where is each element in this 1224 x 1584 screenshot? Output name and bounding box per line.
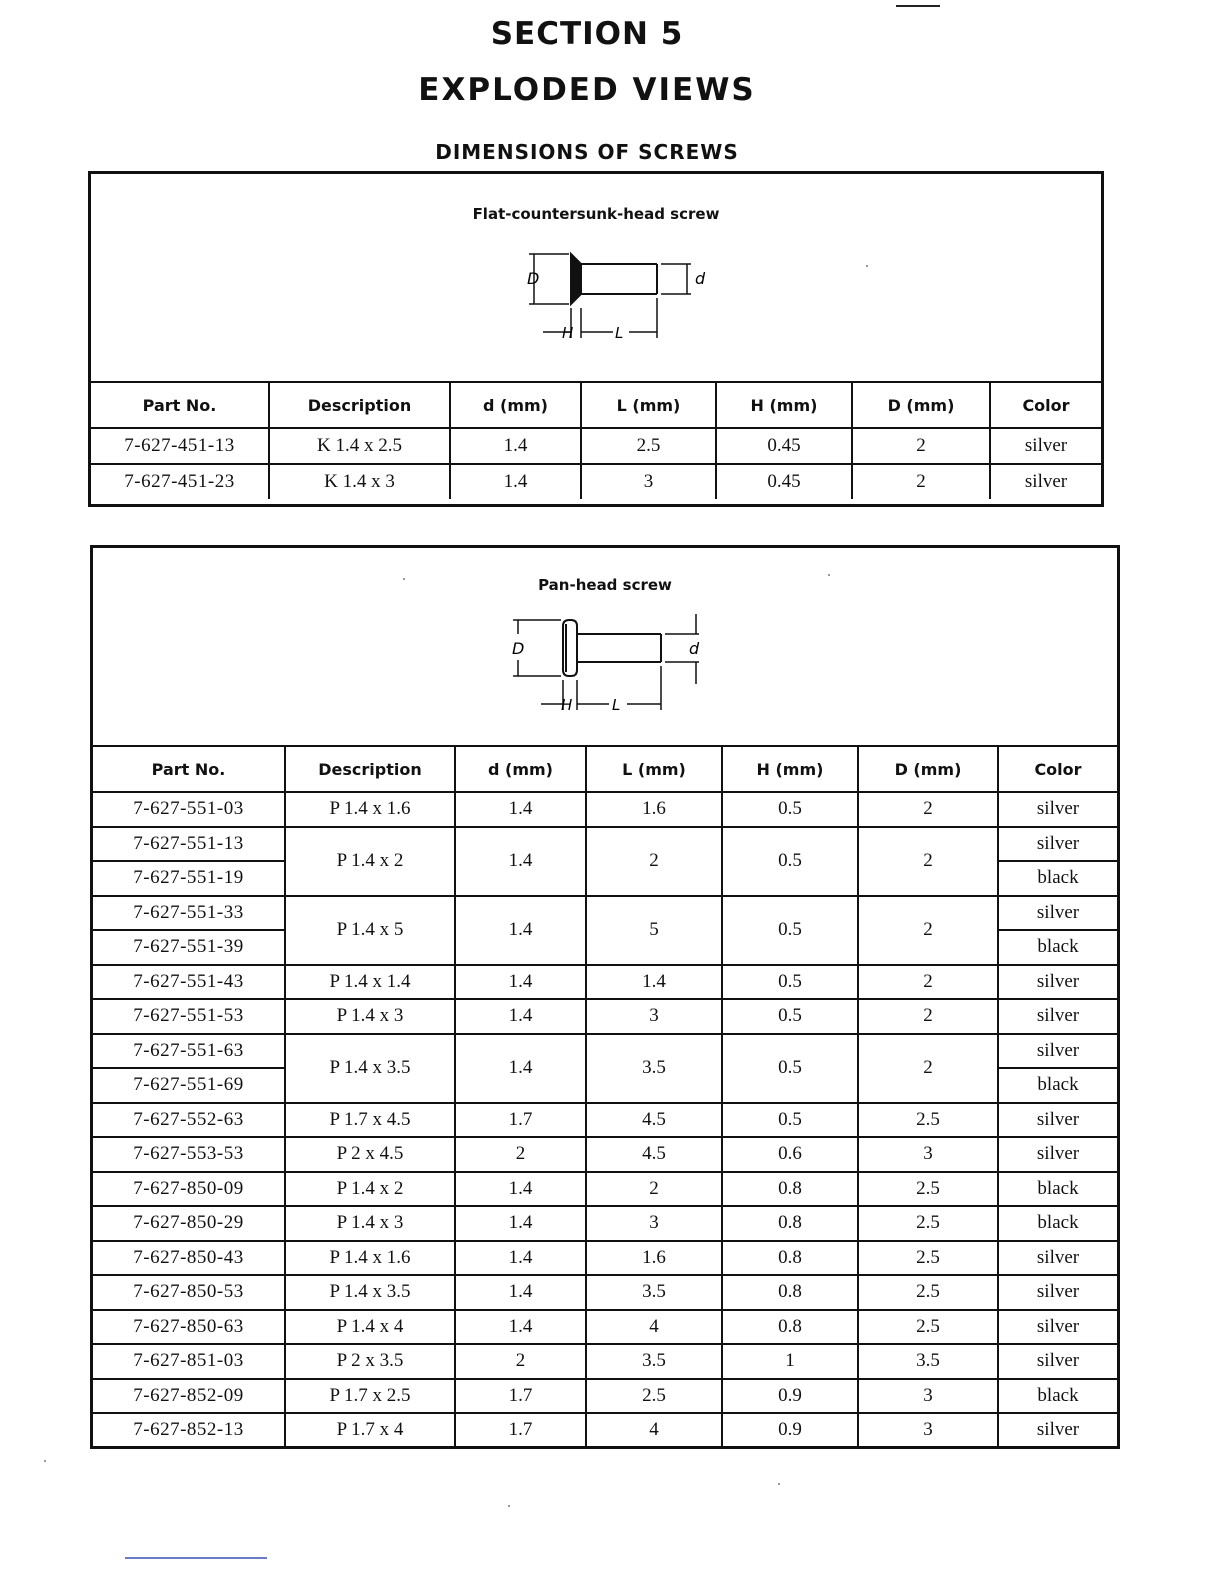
D-value: 3.5 [858,1344,998,1379]
D-value: 2 [858,965,998,1000]
d-value: 1.7 [455,1103,586,1138]
scan-speck [508,1505,510,1507]
col-header-D: D (mm) [852,382,990,428]
table-row [93,1310,1117,1345]
color-value: silver [998,1137,1117,1172]
diagram-label-d: d [695,269,706,288]
L-value: 1.6 [586,792,722,827]
L-value: 3.5 [586,1034,722,1103]
d-value: 1.4 [455,1034,586,1103]
col-header-H: H (mm) [722,746,858,792]
D-value: 2 [858,999,998,1034]
part-number: 7-627-850-29 [93,1206,285,1241]
L-value: 1.4 [586,965,722,1000]
H-value: 0.5 [722,1103,858,1138]
L-value: 2 [586,827,722,896]
D-value: 2.5 [858,1310,998,1345]
D-value: 2.5 [858,1103,998,1138]
col-header-H: H (mm) [716,382,852,428]
scan-speck [778,1483,780,1485]
D-value: 2 [858,792,998,827]
L-value: 2.5 [581,428,716,464]
col-header-L: L (mm) [586,746,722,792]
color-value: silver [998,1241,1117,1276]
H-value: 1 [722,1344,858,1379]
color-value: silver [998,965,1117,1000]
L-value: 4.5 [586,1137,722,1172]
table-row [91,464,1101,499]
H-value: 0.8 [722,1206,858,1241]
description: P 1.4 x 4 [285,1310,455,1345]
pan-head-shape [563,620,661,676]
L-value: 2 [586,1172,722,1207]
H-value: 0.45 [716,464,852,499]
color-value: silver [998,1034,1117,1069]
H-value: 0.5 [722,965,858,1000]
part-number: 7-627-850-63 [93,1310,285,1345]
D-value: 2 [858,827,998,896]
description: P 1.4 x 1.4 [285,965,455,1000]
H-value: 0.6 [722,1137,858,1172]
dimensions-title: DIMENSIONS OF SCREWS [435,140,739,164]
pan-head-table-body [93,792,1117,1447]
part-number: 7-627-551-43 [93,965,285,1000]
color-value: silver [998,896,1117,931]
L-value: 3 [586,999,722,1034]
L-value: 2.5 [586,1379,722,1414]
L-value: 4.5 [586,1103,722,1138]
D-value: 3 [858,1379,998,1414]
col-header-color: Color [990,382,1101,428]
d-value: 2 [455,1137,586,1172]
color-value: black [998,1172,1117,1207]
table-row [93,1275,1117,1310]
part-number: 7-627-552-63 [93,1103,285,1138]
scan-speck [866,265,868,267]
description: P 1.7 x 4.5 [285,1103,455,1138]
D-value: 3 [858,1413,998,1447]
description: P 1.4 x 1.6 [285,792,455,827]
table-row [93,827,1117,862]
table-row [93,1344,1117,1379]
table-row [93,1137,1117,1172]
color-value: silver [990,464,1101,499]
scan-speck [403,578,405,580]
color-value: silver [998,1103,1117,1138]
table-row [93,965,1117,1000]
description: P 1.4 x 1.6 [285,1241,455,1276]
description: P 1.4 x 3.5 [285,1275,455,1310]
description: P 1.4 x 2 [285,827,455,896]
d-value: 1.4 [455,1206,586,1241]
color-value: silver [998,1310,1117,1345]
description: P 1.4 x 5 [285,896,455,965]
color-value: silver [998,1275,1117,1310]
section-title: SECTION 5 [490,16,684,52]
part-number: 7-627-852-13 [93,1413,285,1447]
part-number: 7-627-551-19 [93,861,285,896]
description: K 1.4 x 3 [269,464,450,499]
d-value: 1.4 [455,827,586,896]
part-number: 7-627-551-13 [93,827,285,862]
H-value: 0.5 [722,827,858,896]
diagram-label-D: D [512,639,525,658]
col-header-d: d (mm) [450,382,581,428]
part-number: 7-627-851-03 [93,1344,285,1379]
diagram-label-L: L [612,696,621,714]
table-row [93,1172,1117,1207]
color-value: silver [998,1344,1117,1379]
color-value: silver [998,1413,1117,1447]
diagram-label-d: d [689,639,700,658]
dimension-lines [529,254,691,338]
color-value: silver [998,999,1117,1034]
table-row [93,896,1117,931]
description: P 1.4 x 2 [285,1172,455,1207]
part-number: 7-627-850-43 [93,1241,285,1276]
L-value: 3 [586,1206,722,1241]
diagram-label-H: H [562,324,574,342]
description: P 2 x 4.5 [285,1137,455,1172]
flat-countersunk-table [91,381,1101,499]
d-value: 2 [455,1344,586,1379]
d-value: 1.4 [455,792,586,827]
H-value: 0.9 [722,1379,858,1414]
part-number: 7-627-850-09 [93,1172,285,1207]
diagram-label-D: D [527,269,540,288]
d-value: 1.4 [455,1172,586,1207]
description: P 1.4 x 3 [285,999,455,1034]
description: P 1.4 x 3.5 [285,1034,455,1103]
col-header-L: L (mm) [581,382,716,428]
description: K 1.4 x 2.5 [269,428,450,464]
part-number: 7-627-551-33 [93,896,285,931]
D-value: 2.5 [858,1241,998,1276]
H-value: 0.8 [722,1241,858,1276]
color-value: black [998,861,1117,896]
col-header-color: Color [998,746,1117,792]
flat-countersunk-caption: Flat-countersunk-head screw [472,205,720,223]
color-value: black [998,1068,1117,1103]
part-number: 7-627-551-53 [93,999,285,1034]
d-value: 1.4 [455,999,586,1034]
D-value: 2 [852,464,990,499]
L-value: 3.5 [586,1344,722,1379]
H-value: 0.5 [722,896,858,965]
col-header-description: Description [285,746,455,792]
D-value: 2.5 [858,1275,998,1310]
part-number: 7-627-852-09 [93,1379,285,1414]
table-row [93,1413,1117,1447]
col-header-part-no: Part No. [93,746,285,792]
H-value: 0.5 [722,1034,858,1103]
part-number: 7-627-551-39 [93,930,285,965]
part-number: 7-627-551-69 [93,1068,285,1103]
table-row [91,428,1101,464]
L-value: 4 [586,1413,722,1447]
color-value: silver [990,428,1101,464]
H-value: 0.5 [722,792,858,827]
table-row [93,1241,1117,1276]
H-value: 0.5 [722,999,858,1034]
color-value: silver [998,827,1117,862]
D-value: 3 [858,1137,998,1172]
description: P 1.7 x 2.5 [285,1379,455,1414]
description: P 1.7 x 4 [285,1413,455,1447]
d-value: 1.4 [455,896,586,965]
H-value: 0.8 [722,1172,858,1207]
table-row [93,1103,1117,1138]
L-value: 3 [581,464,716,499]
L-value: 4 [586,1310,722,1345]
L-value: 5 [586,896,722,965]
part-number: 7-627-553-53 [93,1137,285,1172]
D-value: 2.5 [858,1172,998,1207]
diagram-label-L: L [615,324,624,342]
top-rule [896,5,940,7]
description: P 1.4 x 3 [285,1206,455,1241]
diagram-label-H: H [561,696,573,714]
table-row [93,1206,1117,1241]
scan-speck [828,574,830,576]
part-number: 7-627-551-03 [93,792,285,827]
D-value: 2.5 [858,1206,998,1241]
page-title: EXPLODED VIEWS [418,72,756,108]
part-number: 7-627-551-63 [93,1034,285,1069]
d-value: 1.4 [455,1241,586,1276]
color-value: silver [998,792,1117,827]
table-row [93,1034,1117,1069]
d-value: 1.7 [455,1413,586,1447]
table-header-row [91,382,1101,428]
table-row [93,792,1117,827]
d-value: 1.4 [455,1275,586,1310]
L-value: 3.5 [586,1275,722,1310]
L-value: 1.6 [586,1241,722,1276]
color-value: black [998,930,1117,965]
D-value: 2 [852,428,990,464]
table-row [93,999,1117,1034]
col-header-d: d (mm) [455,746,586,792]
H-value: 0.8 [722,1310,858,1345]
H-value: 0.9 [722,1413,858,1447]
countersunk-head-shape [571,254,657,304]
D-value: 2 [858,1034,998,1103]
D-value: 2 [858,896,998,965]
col-header-description: Description [269,382,450,428]
part-number: 7-627-451-23 [91,464,269,499]
pan-head-caption: Pan-head screw [538,576,672,594]
flat-countersunk-screw-diagram [91,246,1101,346]
pan-head-table [93,745,1117,1447]
col-header-part-no: Part No. [91,382,269,428]
color-value: black [998,1206,1117,1241]
H-value: 0.8 [722,1275,858,1310]
bottom-rule [125,1557,267,1559]
d-value: 1.4 [455,965,586,1000]
d-value: 1.7 [455,1379,586,1414]
d-value: 1.4 [455,1310,586,1345]
color-value: black [998,1379,1117,1414]
pan-head-section [90,545,1120,1449]
part-number: 7-627-850-53 [93,1275,285,1310]
table-row [93,1379,1117,1414]
flat-countersunk-section [88,171,1104,507]
d-value: 1.4 [450,428,581,464]
pan-head-screw-diagram [93,612,1117,717]
table-header-row [93,746,1117,792]
d-value: 1.4 [450,464,581,499]
col-header-D: D (mm) [858,746,998,792]
scan-speck [44,1460,46,1462]
description: P 2 x 3.5 [285,1344,455,1379]
H-value: 0.45 [716,428,852,464]
part-number: 7-627-451-13 [91,428,269,464]
